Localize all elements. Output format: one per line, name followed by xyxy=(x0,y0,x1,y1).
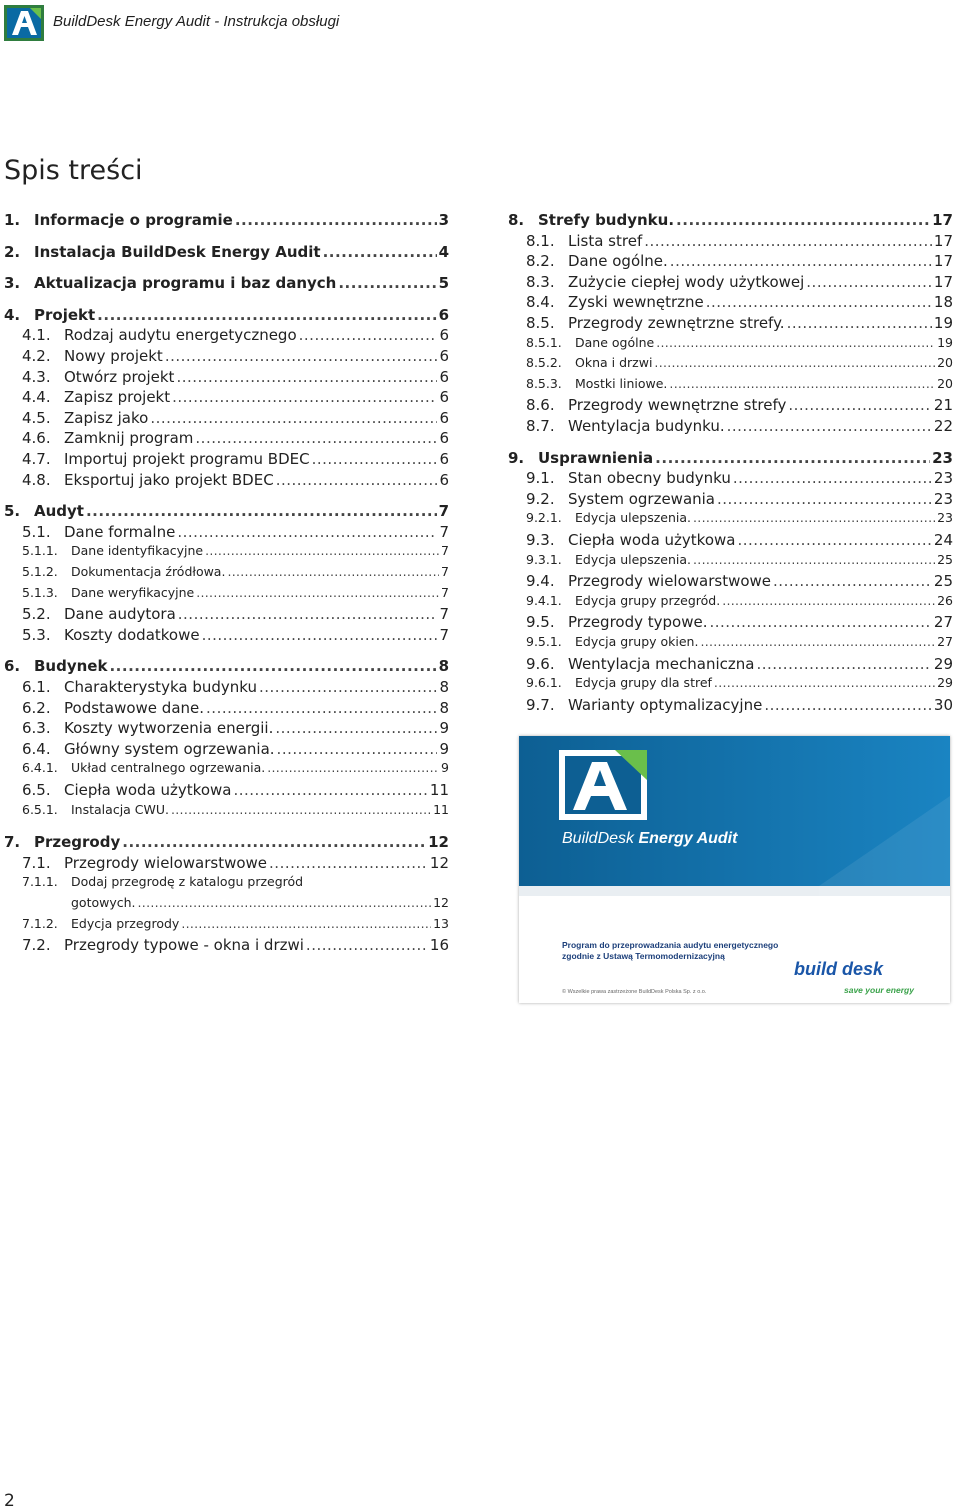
toc-entry-number: 4.4. xyxy=(22,388,51,407)
toc-entry-label: Rodzaj audytu energetycznego xyxy=(64,326,297,345)
toc-entry[interactable] xyxy=(526,510,953,525)
toc-entry-number: 5. xyxy=(4,502,21,521)
toc-entry-label: Importuj projekt programu BDEC xyxy=(64,450,310,468)
toc-leader-dots xyxy=(727,417,932,435)
toc-entry-label: Zużycie ciepłej wody użytkowej xyxy=(568,272,805,291)
toc-entry-page: 7 xyxy=(441,564,449,579)
toc-entry-number: 5.1.3. xyxy=(22,584,58,600)
toc-entry-label: Lista stref xyxy=(568,231,643,250)
toc-leader-dots xyxy=(235,211,437,229)
toc-leader-dots xyxy=(196,585,439,600)
toc-entry[interactable] xyxy=(526,696,953,714)
toc-entry-number: 8.5.3. xyxy=(526,375,562,391)
toc-entry-number: 6.2. xyxy=(22,698,51,717)
toc-entry-number: 4.6. xyxy=(22,429,51,448)
cover-image xyxy=(519,736,950,1003)
toc-entry-number: 6.4.1. xyxy=(22,760,58,776)
toc-entry[interactable] xyxy=(526,634,953,649)
toc-leader-dots xyxy=(276,471,438,489)
toc-entry-label: Dane weryfikacyjne xyxy=(71,584,195,600)
toc-entry[interactable] xyxy=(22,699,449,717)
toc-leader-dots xyxy=(323,243,437,261)
toc-entry[interactable] xyxy=(4,502,449,520)
toc-entry[interactable] xyxy=(4,833,449,851)
toc-entry-page: 16 xyxy=(429,936,449,955)
toc-entry-page: 22 xyxy=(933,417,953,435)
toc-entry-number: 4.8. xyxy=(22,470,51,489)
toc-leader-dots xyxy=(676,211,930,229)
toc-leader-dots xyxy=(176,368,437,386)
toc-entry-label: Dokumentacja źródłowa. xyxy=(71,564,226,579)
toc-entry-label: Stan obecny budynku xyxy=(568,469,731,488)
toc-entry-number: 9.5. xyxy=(526,613,555,632)
toc-entry-label: Przegrody xyxy=(34,833,121,852)
toc-entry-label: Dodaj przegrodę z katalogu przegród xyxy=(71,874,304,890)
toc-entry[interactable] xyxy=(526,613,953,631)
toc-entry-label: Projekt xyxy=(34,305,96,324)
toc-entry[interactable] xyxy=(526,675,953,690)
toc-entry-number: 8.7. xyxy=(526,417,555,435)
toc-entry-label: Dane ogólne. xyxy=(568,252,668,271)
toc-entry-page: 13 xyxy=(433,915,449,931)
toc-entry-label: Nowy projekt xyxy=(64,347,163,365)
toc-entry-page: 23 xyxy=(933,489,953,508)
toc-entry[interactable] xyxy=(22,409,449,427)
toc-entry[interactable] xyxy=(526,490,953,508)
toc-entry[interactable] xyxy=(4,306,449,324)
toc-entry-label: Dane identyfikacyjne xyxy=(71,543,204,559)
toc-entry-page: 8 xyxy=(439,698,449,717)
toc-entry-label: Edycja grupy dla stref xyxy=(575,675,712,691)
toc-entry-page: 29 xyxy=(937,675,953,691)
toc-entry-number: 6.5.1. xyxy=(22,801,58,817)
toc-entry[interactable] xyxy=(508,449,953,467)
toc-leader-dots xyxy=(206,699,437,717)
toc-entry-page: 19 xyxy=(937,334,953,350)
toc-entry-label: Dane ogólne xyxy=(575,334,655,350)
cover-description: Program do przeprowadzania audytu energetycznego zgodnie z Ustawą Termomodernizacyjną xyxy=(562,940,779,961)
toc-entry-page: 9 xyxy=(439,739,449,758)
toc-entry-page: 7 xyxy=(439,605,449,624)
toc-leader-dots xyxy=(177,523,437,541)
toc-entry-label: Audyt xyxy=(34,502,84,521)
toc-entry-label: Ciepła woda użytkowa xyxy=(64,781,232,799)
toc-entry-page: 6 xyxy=(439,388,449,407)
page-number: 2 xyxy=(4,1491,15,1511)
toc-entry-label: System ogrzewania xyxy=(568,489,715,508)
toc-entry-number: 6.4. xyxy=(22,739,51,758)
toc-entry-continuation[interactable] xyxy=(71,895,449,910)
toc-entry[interactable] xyxy=(526,552,953,567)
header-title: BuildDesk Energy Audit - Instrukcja obsługi xyxy=(53,13,340,30)
toc-entry-number: 2. xyxy=(4,242,21,261)
toc-entry-page: 9 xyxy=(439,719,449,738)
toc-entry-number: 4.5. xyxy=(22,408,51,427)
toc-entry-page: 12 xyxy=(433,895,449,910)
toc-entry-label: Mostki liniowe. xyxy=(575,375,668,391)
toc-entry-page: 5 xyxy=(438,274,449,293)
toc-entry-page: 11 xyxy=(433,801,449,817)
toc-entry-page: 7 xyxy=(441,584,449,600)
toc-entry-label: Ciepła woda użytkowa xyxy=(568,531,736,549)
builddesk-logo-icon xyxy=(4,5,44,41)
toc-entry-label: Przegrody typowe - okna i drzwi xyxy=(64,936,304,955)
toc-leader-dots xyxy=(706,293,932,311)
toc-entry-page: 30 xyxy=(933,695,953,714)
toc-entry-number: 8.3. xyxy=(526,272,555,291)
toc-entry[interactable] xyxy=(22,347,449,365)
toc-entry[interactable] xyxy=(22,543,449,558)
toc-entry-label: Charakterystyka budynku xyxy=(64,678,257,696)
toc-entry[interactable] xyxy=(22,605,449,623)
toc-entry-page: 11 xyxy=(429,781,449,799)
toc-entry-number: 8.5.1. xyxy=(526,334,562,350)
toc-entry[interactable] xyxy=(526,417,953,435)
toc-leader-dots xyxy=(714,675,935,690)
toc-entry[interactable] xyxy=(526,232,953,250)
toc-entry-page: 7 xyxy=(439,522,449,541)
toc-leader-dots xyxy=(171,802,431,817)
toc-entry[interactable] xyxy=(22,740,449,758)
toc-entry-number: 4.1. xyxy=(22,326,51,345)
toc-entry[interactable] xyxy=(526,593,953,608)
toc-entry[interactable] xyxy=(22,874,449,889)
toc-leader-dots xyxy=(178,605,438,623)
toc-entry-page: 6 xyxy=(439,326,449,345)
toc-leader-dots xyxy=(644,232,932,250)
toc-leader-dots xyxy=(259,678,437,696)
toc-entry[interactable] xyxy=(22,523,449,541)
toc-entry-number: 7. xyxy=(4,833,21,852)
page-header xyxy=(0,0,960,48)
toc-leader-dots xyxy=(227,564,439,579)
toc-entry-label: Podstawowe dane. xyxy=(64,698,205,717)
toc-entry-page: 8 xyxy=(439,678,449,696)
toc-leader-dots xyxy=(709,613,931,631)
toc-entry-number: 6.1. xyxy=(22,678,51,696)
toc-entry-number: 6.5. xyxy=(22,781,51,799)
toc-entry-number: 8.1. xyxy=(526,231,555,250)
toc-entry-label: Edycja grupy przegród. xyxy=(575,592,721,608)
toc-entry-number: 5.1. xyxy=(22,522,51,541)
toc-entry-page: 29 xyxy=(933,654,953,673)
toc-entry-label: Układ centralnego ogrzewania. xyxy=(71,760,266,776)
toc-entry-number: 4.7. xyxy=(22,450,51,468)
toc-entry[interactable] xyxy=(22,802,449,817)
toc-entry[interactable] xyxy=(526,469,953,487)
toc-entry-label-continuation: gotowych. xyxy=(71,895,136,910)
toc-entry-page: 27 xyxy=(933,613,953,632)
toc-entry-number: 9.1. xyxy=(526,469,555,488)
toc-entry-label: Usprawnienia xyxy=(538,448,654,467)
toc-entry-number: 8. xyxy=(508,211,525,229)
toc-entry[interactable] xyxy=(526,335,953,350)
toc-leader-dots xyxy=(756,655,931,673)
toc-leader-dots xyxy=(165,347,438,365)
toc-entry-number: 7.1.1. xyxy=(22,874,58,890)
toc-entry-number: 5.2. xyxy=(22,605,51,624)
toc-entry-number: 4. xyxy=(4,305,21,324)
toc-entry-number: 9.3.1. xyxy=(526,551,562,567)
toc-entry-label: Wentylacja mechaniczna xyxy=(568,654,755,673)
toc-entry-label: Przegrody wielowarstwowe xyxy=(568,572,772,591)
toc-leader-dots xyxy=(773,572,932,590)
toc-entry-page: 25 xyxy=(933,572,953,591)
toc-entry-page: 7 xyxy=(441,543,449,559)
toc-entry-number: 7.1. xyxy=(22,853,51,872)
toc-leader-dots xyxy=(277,740,438,758)
toc-entry-number: 9.7. xyxy=(526,695,555,714)
toc-entry-number: 9.2. xyxy=(526,489,555,508)
toc-leader-dots xyxy=(299,326,438,344)
toc-entry-number: 4.3. xyxy=(22,367,51,386)
toc-entry-page: 20 xyxy=(937,375,953,391)
toc-entry-page: 24 xyxy=(933,531,953,549)
toc-leader-dots xyxy=(764,696,932,714)
toc-entry-label: Zamknij program xyxy=(64,429,194,448)
toc-entry[interactable] xyxy=(526,252,953,270)
toc-entry[interactable] xyxy=(526,396,953,414)
cover-copyright: © Wszelkie prawa zastrzeżone BuildDesk Polska Sp. z o.o. xyxy=(562,989,707,995)
toc-leader-dots xyxy=(150,409,437,427)
toc-entry-number: 1. xyxy=(4,211,21,229)
toc-entry-label: Okna i drzwi xyxy=(575,355,653,371)
cover-background xyxy=(519,736,950,896)
toc-entry-number: 5.3. xyxy=(22,625,51,644)
toc-entry-page: 7 xyxy=(438,502,449,521)
toc-leader-dots xyxy=(737,531,931,549)
toc-entry-label: Instalacja BuildDesk Energy Audit xyxy=(34,242,321,261)
toc-leader-dots xyxy=(202,626,438,644)
toc-entry[interactable] xyxy=(526,314,953,332)
toc-entry[interactable] xyxy=(526,355,953,370)
toc-entry-number: 9. xyxy=(508,448,525,467)
toc-entry-label: Edycja przegrody xyxy=(71,915,180,931)
toc-entry-page: 18 xyxy=(933,293,953,312)
toc-entry-page: 23 xyxy=(932,448,953,467)
toc-entry-number: 9.4.1. xyxy=(526,592,562,608)
toc-entry-label: Zyski wewnętrzne xyxy=(568,293,704,312)
toc-leader-dots xyxy=(138,895,432,910)
toc-entry[interactable] xyxy=(22,678,449,696)
toc-entry-number: 8.2. xyxy=(526,252,555,271)
toc-leader-dots xyxy=(269,854,428,872)
toc-entry-page: 26 xyxy=(937,592,953,608)
toc-entry[interactable] xyxy=(526,376,953,391)
toc-leader-dots xyxy=(669,376,935,391)
toc-entry[interactable] xyxy=(526,293,953,311)
toc-entry[interactable] xyxy=(526,655,953,673)
toc-leader-dots xyxy=(312,450,438,468)
toc-entry-label: Wentylacja budynku. xyxy=(568,417,725,435)
toc-leader-dots xyxy=(205,543,439,558)
toc-entry[interactable] xyxy=(22,916,449,931)
toc-entry-page: 12 xyxy=(428,833,449,852)
toc-leader-dots xyxy=(700,634,935,649)
toc-entry-label: Przegrody wielowarstwowe xyxy=(64,853,268,872)
toc-entry[interactable] xyxy=(526,273,953,291)
toc-leader-dots xyxy=(787,314,932,332)
toc-entry-label: Dane audytora xyxy=(64,605,176,624)
toc-entry-label: Przegrody typowe. xyxy=(568,613,708,632)
toc-entry[interactable] xyxy=(526,531,953,549)
toc-entry-number: 8.5. xyxy=(526,314,555,332)
toc-leader-dots xyxy=(233,781,427,799)
toc-entry-page: 4 xyxy=(438,242,449,261)
toc-entry-label: Zapisz projekt xyxy=(64,388,171,407)
toc-entry[interactable] xyxy=(4,274,449,292)
toc-entry-number: 9.3. xyxy=(526,531,555,549)
toc-entry-page: 23 xyxy=(937,510,953,526)
toc-entry-number: 9.6. xyxy=(526,654,555,673)
toc-entry-label: Edycja ulepszenia. xyxy=(575,551,692,567)
toc-leader-dots xyxy=(693,552,935,567)
toc-entry-page: 17 xyxy=(933,252,953,271)
toc-entry[interactable] xyxy=(22,429,449,447)
toc-entry-number: 8.5.2. xyxy=(526,355,562,371)
toc-entry-label: Edycja ulepszenia. xyxy=(575,510,692,526)
toc-entry-label: Zapisz jako xyxy=(64,408,149,427)
toc-entry-page: 9 xyxy=(441,760,449,776)
toc-entry[interactable] xyxy=(22,936,449,954)
toc-entry-label: Koszty wytworzenia energii. xyxy=(64,719,274,738)
toc-entry-page: 20 xyxy=(937,355,953,371)
toc-entry-number: 5.1.2. xyxy=(22,564,58,579)
toc-entry-page: 27 xyxy=(937,634,953,649)
toc-entry-page: 21 xyxy=(933,396,953,415)
toc-entry-label: Warianty optymalizacyjne xyxy=(568,695,763,714)
toc-entry-page: 6 xyxy=(439,450,449,468)
toc-entry-page: 6 xyxy=(439,347,449,365)
page-title: Spis treści xyxy=(4,155,143,186)
cover-product-name: BuildDesk Energy Audit xyxy=(562,830,738,847)
toc-entry-label: Aktualizacja programu i baz danych xyxy=(34,274,337,293)
toc-leader-dots xyxy=(654,355,935,370)
toc-entry-page: 7 xyxy=(439,625,449,644)
toc-entry-label: Eksportuj jako projekt BDEC xyxy=(64,470,274,489)
toc-entry-page: 6 xyxy=(438,305,449,324)
toc-entry-label: Koszty dodatkowe xyxy=(64,625,200,644)
toc-entry-label: Przegrody zewnętrzne strefy. xyxy=(568,314,785,332)
toc-leader-dots xyxy=(788,396,932,414)
toc-entry-number: 4.2. xyxy=(22,347,51,365)
toc-leader-dots xyxy=(655,449,930,467)
toc-entry-label: Przegrody wewnętrzne strefy xyxy=(568,396,787,415)
toc-entry[interactable] xyxy=(22,626,449,644)
toc-entry[interactable] xyxy=(22,585,449,600)
toc-entry-page: 3 xyxy=(438,211,449,229)
toc-entry-number: 9.6.1. xyxy=(526,675,562,691)
toc-leader-dots xyxy=(722,593,935,608)
toc-entry-number: 3. xyxy=(4,274,21,293)
toc-entry-number: 7.2. xyxy=(22,936,51,955)
toc-entry[interactable] xyxy=(22,854,449,872)
toc-entry-page: 17 xyxy=(933,231,953,250)
toc-entry-page: 17 xyxy=(932,211,953,229)
toc-entry-label: Strefy budynku. xyxy=(538,211,675,229)
toc-leader-dots xyxy=(109,657,436,675)
toc-entry[interactable] xyxy=(22,326,449,344)
toc-entry[interactable] xyxy=(22,450,449,468)
toc-entry[interactable] xyxy=(4,211,449,229)
toc-entry[interactable] xyxy=(22,471,449,489)
toc-entry-number: 7.1.2. xyxy=(22,915,58,931)
toc-entry[interactable] xyxy=(22,719,449,737)
toc-entry-page: 6 xyxy=(439,429,449,448)
toc-entry[interactable] xyxy=(4,657,449,675)
toc-entry-label: Edycja grupy okien. xyxy=(575,634,699,649)
toc-entry-page: 6 xyxy=(439,367,449,386)
toc-leader-dots xyxy=(733,469,932,487)
toc-leader-dots xyxy=(670,252,932,270)
toc-entry-number: 8.6. xyxy=(526,396,555,415)
toc-leader-dots xyxy=(172,388,437,406)
toc-entry[interactable] xyxy=(508,211,953,229)
toc-entry-page: 6 xyxy=(439,408,449,427)
toc-entry[interactable] xyxy=(22,564,449,579)
toc-leader-dots xyxy=(275,719,437,737)
toc-entry-page: 25 xyxy=(937,551,953,567)
toc-entry[interactable] xyxy=(526,572,953,590)
toc-entry-page: 23 xyxy=(933,469,953,488)
toc-leader-dots xyxy=(338,274,436,292)
toc-entry-number: 9.4. xyxy=(526,572,555,591)
toc-entry-label: Główny system ogrzewania. xyxy=(64,739,275,758)
toc-entry[interactable] xyxy=(22,388,449,406)
cover-slogan: save your energy xyxy=(844,985,914,995)
toc-entry[interactable] xyxy=(22,781,449,799)
toc-entry-number: 6.3. xyxy=(22,719,51,738)
toc-entry-number: 6. xyxy=(4,657,21,676)
toc-leader-dots xyxy=(122,833,426,851)
toc-leader-dots xyxy=(181,916,431,931)
toc-leader-dots xyxy=(267,760,439,775)
toc-leader-dots xyxy=(656,335,935,350)
toc-entry-label: Instalacja CWU. xyxy=(71,801,170,817)
toc-entry-label: Budynek xyxy=(34,657,108,676)
toc-leader-dots xyxy=(806,273,932,291)
toc-entry-number: 5.1.1. xyxy=(22,543,58,559)
toc-entry-page: 19 xyxy=(933,314,953,332)
toc-entry-page: 17 xyxy=(933,272,953,291)
toc-entry-label: Otwórz projekt xyxy=(64,367,175,386)
toc-leader-dots xyxy=(195,429,437,447)
toc-entry-number: 9.5.1. xyxy=(526,634,562,649)
toc-entry-number: 8.4. xyxy=(526,293,555,312)
toc-leader-dots xyxy=(717,490,932,508)
toc-entry-number: 9.2.1. xyxy=(526,510,562,526)
toc-leader-dots xyxy=(693,510,935,525)
toc-entry-page: 12 xyxy=(429,853,449,872)
toc-entry[interactable] xyxy=(22,368,449,386)
toc-entry-label: Informacje o programie xyxy=(34,211,233,229)
toc-leader-dots xyxy=(306,936,428,954)
toc-leader-dots xyxy=(97,306,436,324)
toc-entry[interactable] xyxy=(22,760,449,775)
toc-entry-label: Dane formalne xyxy=(64,522,176,541)
toc-entry-page: 6 xyxy=(439,470,449,489)
cover-brand-logo: build desk xyxy=(794,959,884,979)
toc-entry[interactable] xyxy=(4,243,449,261)
toc-leader-dots xyxy=(86,502,437,520)
toc-entry-page: 8 xyxy=(438,657,449,676)
